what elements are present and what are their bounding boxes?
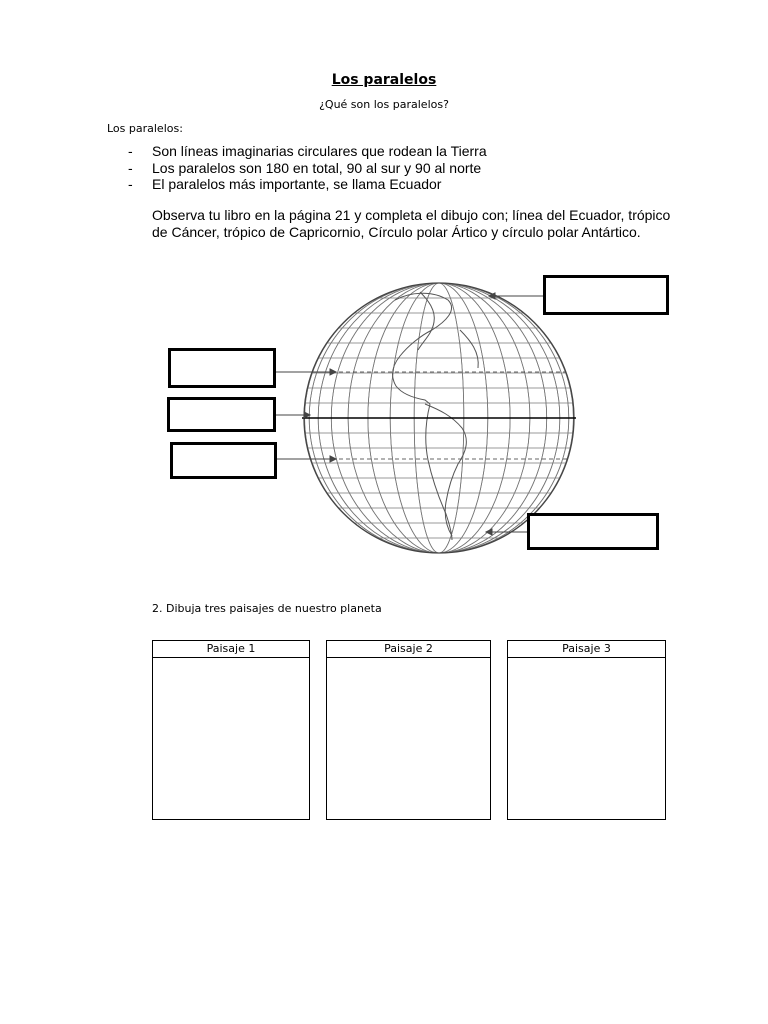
instructions-text: Observa tu libro en la página 21 y completa el dibujo con; línea del Ecuador, trópico de Cáncer, trópico de Capricornio, Círculo polar Ártico y círculo polar Antártico. — [152, 207, 671, 240]
answer-box[interactable] — [170, 442, 277, 479]
page-subtitle: ¿Qué son los paralelos? — [319, 98, 449, 111]
landscape-label: Paisaje 1 — [153, 641, 309, 658]
answer-box[interactable] — [543, 275, 669, 315]
label-arrows — [275, 293, 544, 535]
intro-label: Los paralelos: — [107, 122, 183, 135]
arrowhead-icon — [486, 529, 492, 535]
section2-title: 2. Dibuja tres paisajes de nuestro planeta — [152, 602, 382, 615]
bullet-text: El paralelos más importante, se llama Ecuador — [152, 176, 442, 192]
answer-box[interactable] — [527, 513, 659, 550]
continent-outline — [393, 292, 479, 540]
landscape-frame-2[interactable] — [326, 640, 491, 820]
landscape-label: Paisaje 2 — [327, 641, 490, 658]
landscape-frame-1[interactable] — [152, 640, 310, 820]
landscape-frame-3[interactable] — [507, 640, 666, 820]
bullet-text: Los paralelos son 180 en total, 90 al sur y 90 al norte — [152, 159, 482, 176]
page-title: Los paralelos — [331, 72, 437, 88]
answer-box[interactable] — [167, 397, 276, 432]
answer-box[interactable] — [168, 348, 276, 388]
bullet-marker: - — [128, 143, 133, 159]
arrowhead-icon — [330, 369, 336, 375]
arrowhead-icon — [330, 456, 336, 462]
bullet-text: Son líneas imaginarias circulares que rodean la Tierra — [152, 143, 487, 159]
landscape-label: Paisaje 3 — [508, 641, 665, 658]
bullet-marker: - — [128, 176, 133, 192]
bullet-marker: - — [128, 159, 133, 176]
